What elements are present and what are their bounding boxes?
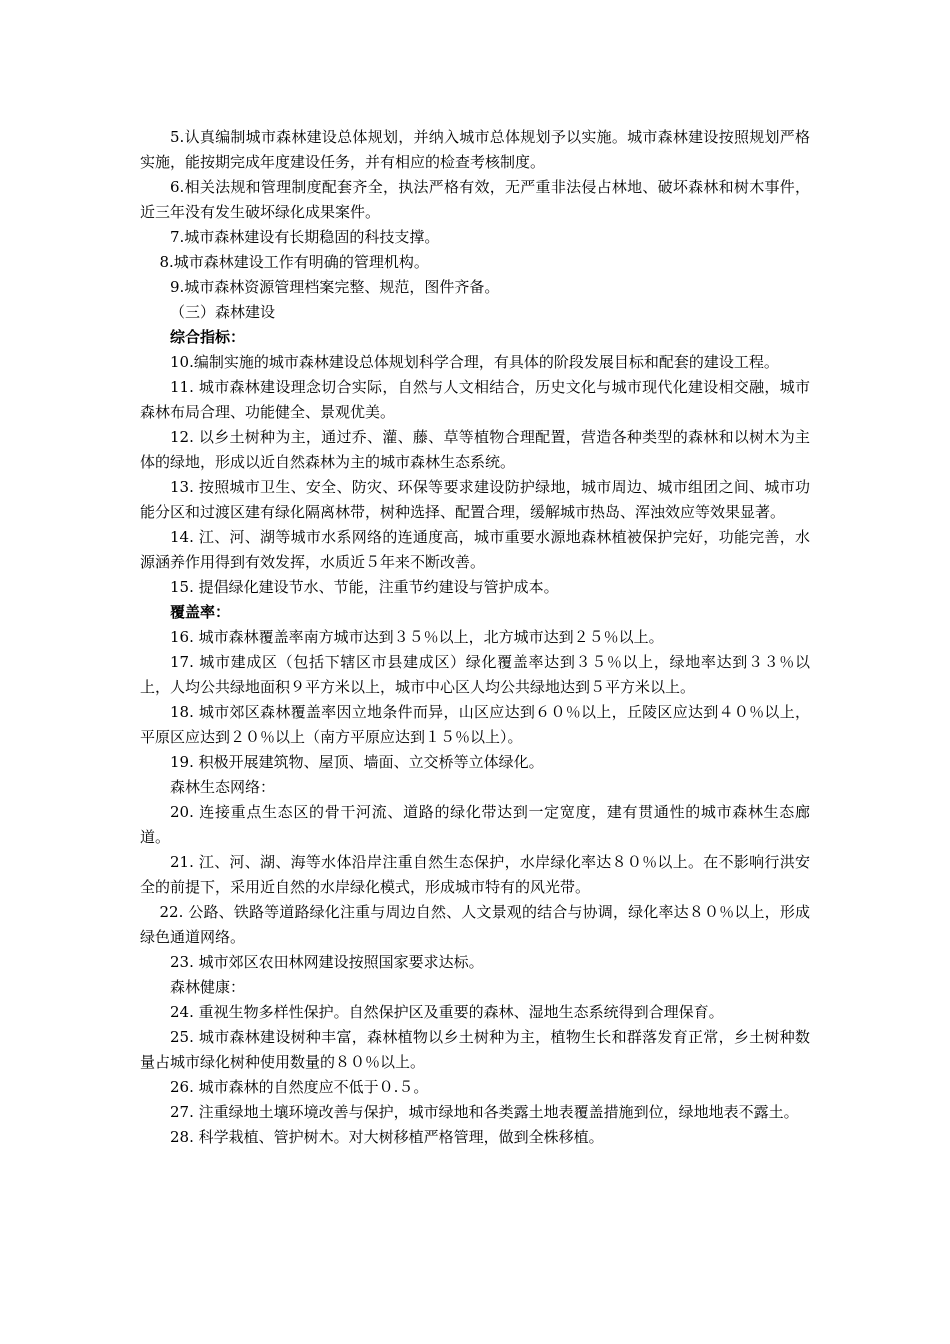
paragraph-9: 9.城市森林资源管理档案完整、规范，图件齐备。 — [170, 278, 500, 296]
subheading-comprehensive-indicators: 综合指标： — [170, 328, 246, 346]
paragraph-13: 13. 按照城市卫生、安全、防灾、环保等要求建设防护绿地，城市周边、城市组团之间、城市功能分区和过渡区建有绿化隔离林带，树种选择、配置合理，缓解城市热岛、浑浊效应等效果显著。 — [140, 478, 810, 521]
subheading-ecological-network: 森林生态网络： — [170, 778, 276, 796]
paragraph-23: 23. 城市郊区农田林网建设按照国家要求达标。 — [170, 953, 484, 971]
paragraph-12: 12. 以乡土树种为主，通过乔、灌、藤、草等植物合理配置，营造各种类型的森林和以树木为主体的绿地，形成以近自然森林为主的城市森林生态系统。 — [140, 428, 810, 471]
paragraph-26: 26. 城市森林的自然度应不低于０.５。 — [170, 1078, 429, 1096]
paragraph-27: 27. 注重绿地土壤环境改善与保护，城市绿地和各类露土地表覆盖措施到位，绿地地表不露土。 — [170, 1103, 799, 1121]
paragraph-18: 18. 城市郊区森林覆盖率因立地条件而异，山区应达到６０％以上，丘陵区应达到４０％以上，平原区应达到２０％以上（南方平原应达到１５％以上）。 — [140, 703, 810, 746]
subheading-coverage-rate: 覆盖率： — [170, 603, 231, 621]
paragraph-10: 10.编制实施的城市森林建设总体规划科学合理，有具体的阶段发展目标和配套的建设工程。 — [170, 353, 779, 371]
paragraph-20: 20. 连接重点生态区的骨干河流、道路的绿化带达到一定宽度，建有贯通性的城市森林生态廊道。 — [140, 803, 810, 846]
paragraph-22: 22. 公路、铁路等道路绿化注重与周边自然、人文景观的结合与协调，绿化率达８０％以上，形成绿色通道网络。 — [140, 903, 810, 946]
section-heading-forest-construction: （三）森林建设 — [170, 303, 276, 321]
paragraph-17: 17. 城市建成区（包括下辖区市县建成区）绿化覆盖率达到３５％以上，绿地率达到３３％以上，人均公共绿地面积９平方米以上，城市中心区人均公共绿地达到５平方米以上。 — [140, 653, 810, 696]
subheading-forest-health: 森林健康： — [170, 978, 246, 996]
paragraph-8: 8.城市森林建设工作有明确的管理机构。 — [159, 253, 429, 271]
paragraph-14: 14. 江、河、湖等城市水系网络的连通度高，城市重要水源地森林植被保护完好，功能完善，水源涵养作用得到有效发挥，水质近５年来不断改善。 — [140, 528, 810, 571]
paragraph-28: 28. 科学栽植、管护树木。对大树移植严格管理，做到全株移植。 — [170, 1128, 604, 1146]
paragraph-7: 7.城市森林建设有长期稳固的科技支撑。 — [170, 228, 440, 246]
document-body — [140, 125, 810, 1150]
paragraph-6: 6.相关法规和管理制度配套齐全，执法严格有效，无严重非法侵占林地、破坏森林和树木事件，近三年没有发生破坏绿化成果案件。 — [140, 178, 810, 221]
paragraph-25: 25. 城市森林建设树种丰富，森林植物以乡土树种为主，植物生长和群落发育正常，乡土树种数量占城市绿化树种使用数量的８０％以上。 — [140, 1028, 810, 1071]
paragraph-24: 24. 重视生物多样性保护。自然保护区及重要的森林、湿地生态系统得到合理保育。 — [170, 1003, 724, 1021]
paragraph-19: 19. 积极开展建筑物、屋顶、墙面、立交桥等立体绿化。 — [170, 753, 544, 771]
paragraph-11: 11. 城市森林建设理念切合实际，自然与人文相结合，历史文化与城市现代化建设相交融，城市森林布局合理、功能健全、景观优美。 — [140, 378, 810, 421]
paragraph-16: 16. 城市森林覆盖率南方城市达到３５％以上，北方城市达到２５％以上。 — [170, 628, 664, 646]
paragraph-15: 15. 提倡绿化建设节水、节能，注重节约建设与管护成本。 — [170, 578, 559, 596]
paragraph-5: 5.认真编制城市森林建设总体规划，并纳入城市总体规划予以实施。城市森林建设按照规划严格实施，能按期完成年度建设任务，并有相应的检查考核制度。 — [140, 128, 810, 171]
paragraph-21: 21. 江、河、湖、海等水体沿岸注重自然生态保护，水岸绿化率达８０％以上。在不影响行洪安全的前提下，采用近自然的水岸绿化模式，形成城市特有的风光带。 — [140, 853, 810, 896]
